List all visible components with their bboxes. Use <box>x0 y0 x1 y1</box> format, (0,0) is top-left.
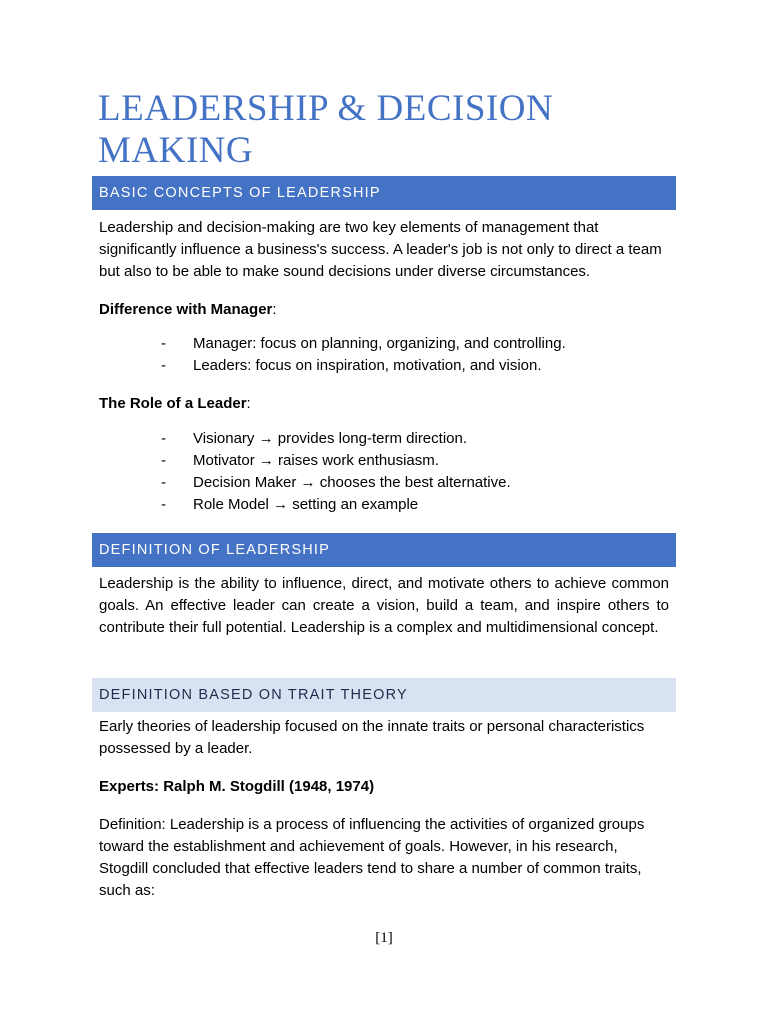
list-item <box>99 472 669 494</box>
role-list <box>99 428 669 516</box>
experts-line: Experts: Ralph M. Stogdill (1948, 1974) <box>99 778 375 795</box>
basic-concepts-paragraph: Leadership and decision-making are two key elements of management that significantly influence a business's success. A leader's job is not only to direct a team but also to be able to make sound decisions under diverse circumstances. <box>99 219 662 280</box>
list-item <box>99 494 669 516</box>
list-item <box>99 333 669 355</box>
list-item-text: Role Model → setting an example <box>193 496 419 513</box>
document-title: LEADERSHIP & DECISION MAKING <box>98 88 554 171</box>
role-label-colon: : <box>246 395 251 412</box>
page-number: [1] <box>375 930 393 946</box>
role-of-leader-label <box>99 393 669 415</box>
list-item-text: Decision Maker → chooses the best alternative. <box>193 474 511 491</box>
stogdill-definition: Definition: Leadership is a process of influencing the activities of organized groups toward the establishment and achievement of goals. However, in his research, Stogdill concluded that effective leaders tend to share a number of common traits, such as: <box>99 816 645 899</box>
list-item-text: Visionary → provides long-term direction. <box>193 430 468 447</box>
list-item-text: Manager: focus on planning, organizing, and controlling. <box>193 335 566 352</box>
difference-list <box>99 333 669 377</box>
role-label-text: The Role of a Leader <box>99 395 247 412</box>
section-heading-trait-theory: DEFINITION BASED ON TRAIT THEORY <box>92 678 676 712</box>
bullet-dash: - <box>161 430 166 447</box>
trait-theory-intro: Early theories of leadership focused on the innate traits or personal characteristics possessed by a leader. <box>99 718 645 757</box>
list-item <box>99 450 669 472</box>
difference-with-manager-label <box>99 299 669 321</box>
section-heading-definition: DEFINITION OF LEADERSHIP <box>92 533 676 567</box>
difference-label-text: Difference with Manager <box>99 301 273 318</box>
list-item <box>99 428 669 450</box>
bullet-dash: - <box>161 496 166 513</box>
section-heading-basic-concepts: BASIC CONCEPTS OF LEADERSHIP <box>92 176 676 210</box>
bullet-dash: - <box>161 357 166 374</box>
list-item-text: Motivator → raises work enthusiasm. <box>193 452 439 469</box>
bullet-dash: - <box>161 452 166 469</box>
bullet-dash: - <box>161 474 166 491</box>
list-item-text: Leaders: focus on inspiration, motivation, and vision. <box>193 357 542 374</box>
definition-paragraph: Leadership is the ability to influence, direct, and motivate others to achieve common goals. An effective leader can create a vision, build a team, and inspire others to contribute their full potential. Leadership is a complex and multidimensional concept. <box>99 575 669 636</box>
difference-label-colon: : <box>272 301 277 318</box>
bullet-dash: - <box>161 335 166 352</box>
list-item <box>99 355 669 377</box>
